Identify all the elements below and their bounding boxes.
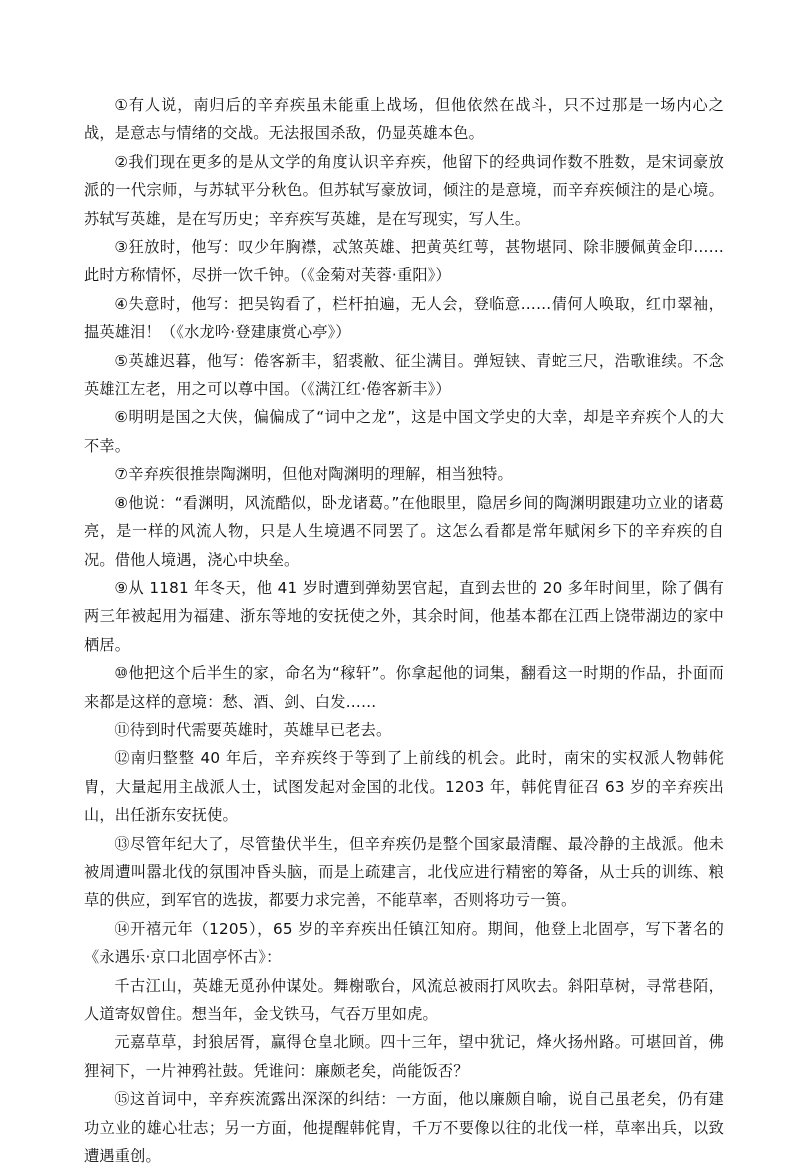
paragraph-8: ⑧他说：“看渊明，风流酷似，卧龙诸葛。”在他眼里，隐居乡间的陶渊明跟建功立业的诸葛亮，是一样的风流人物，只是人生境遇不同罢了。这怎么看都是常年赋闲乡下的辛弃疾的自况。借他人境遇，浇心中块垒。 xyxy=(84,493,724,569)
paragraph-10: ⑩他把这个后半生的家，命名为“稼轩”。你拿起他的词集，翻看这一时期的作品，扑面而来都是这样的意境：愁、酒、剑、白发…… xyxy=(84,664,724,711)
paragraph-13: ⑬尽管年纪大了，尽管蛰伏半生，但辛弃疾仍是整个国家最清醒、最冷静的主战派。他未被周遭叫嚣北伐的氛围冲昏头脑，而是上疏建言，北伐应进行精密的筹备，从士兵的训练、粮草的供应，到军官的选拔，都要力求完善，不能草率，否则将功亏一篑。 xyxy=(84,834,724,910)
document-body xyxy=(84,91,724,1170)
poem-stanza-2: 元嘉草草，封狼居胥，赢得仓皇北顾。四十三年，望中犹记，烽火扬州路。可堪回首，佛狸祠下，一片神鸦社鼓。凭谁问：廉颇老矣，尚能饭否？ xyxy=(84,1033,724,1080)
paragraph-1: ①有人说，南归后的辛弃疾虽未能重上战场，但他依然在战斗，只不过那是一场内心之战，是意志与情绪的交战。无法报国杀敌，仍显英雄本色。 xyxy=(84,96,724,143)
paragraph-6: ⑥明明是国之大侠，偏偏成了“词中之龙”，这是中国文学史的大幸，却是辛弃疾个人的大不幸。 xyxy=(84,408,724,455)
paragraph-4: ④失意时，他写：把吴钩看了，栏杆拍遍，无人会，登临意……倩何人唤取，红巾翠袖，揾英雄泪！（《水龙吟·登建康赏心亭》） xyxy=(84,294,724,342)
paragraph-9: ⑨从 1181 年冬天，他 41 岁时遭到弹劾罢官起，直到去世的 20 多年时间里，除了偶有两三年被起用为福建、浙东等地的安抚使之外，其余时间，他基本都在江西上饶带湖边的家中栖居。 xyxy=(84,578,724,654)
paragraph-11: ⑪待到时代需要英雄时，英雄早已老去。 xyxy=(114,720,392,739)
paragraph-3: ③狂放时，他写：叹少年胸襟，忒煞英雄、把黄英红萼，甚物堪同、除非腰佩黄金印……此时方称情怀，尽拼一饮千钟。（《金菊对芙蓉·重阳》） xyxy=(84,238,724,285)
paragraph-7: ⑦辛弃疾很推崇陶渊明，但他对陶渊明的理解，相当独特。 xyxy=(114,465,513,484)
paragraph-15: ⑮这首词中，辛弃疾流露出深深的纠结：一方面，他以廉颇自喻，说自己虽老矣，仍有建功立业的雄心壮志；另一方面，他提醒韩侂胄，千万不要像以往的北伐一样，草率出兵，以致遭遇重创。 xyxy=(84,1090,724,1166)
paragraph-2: ②我们现在更多的是从文学的角度认识辛弃疾，他留下的经典词作数不胜数，是宋词豪放派的一代宗师，与苏轼平分秋色。但苏轼写豪放词，倾注的是意境，而辛弃疾倾注的是心境。苏轼写英雄，是在写历史；辛弃疾写英雄，是在写现实，写人生。 xyxy=(84,152,724,228)
poem-stanza-1: 千古江山，英雄无觅孙仲谋处。舞榭歌台，风流总被雨打风吹去。斜阳草树，寻常巷陌，人道寄奴曾住。想当年，金戈铁马，气吞万里如虎。 xyxy=(84,976,724,1023)
paragraph-14: ⑭开禧元年（1205），65 岁的辛弃疾出任镇江知府。期间，他登上北固亭，写下著名的《永遇乐·京口北固亭怀古》： xyxy=(84,919,724,967)
paragraph-5: ⑤英雄迟暮，他写：倦客新丰，貂裘敝、征尘满目。弹短铗、青蛇三尺，浩歌谁续。不念英雄江左老，用之可以尊中国。（《满江红·倦客新丰》） xyxy=(84,351,724,399)
paragraph-12: ⑫南归整整 40 年后，辛弃疾终于等到了上前线的机会。此时，南宋的实权派人物韩侂胄，大量起用主战派人士，试图发起对金国的北伐。1203 年，韩侂胄征召 63 岁的辛弃疾出山，出任浙东安抚使。 xyxy=(84,749,724,825)
